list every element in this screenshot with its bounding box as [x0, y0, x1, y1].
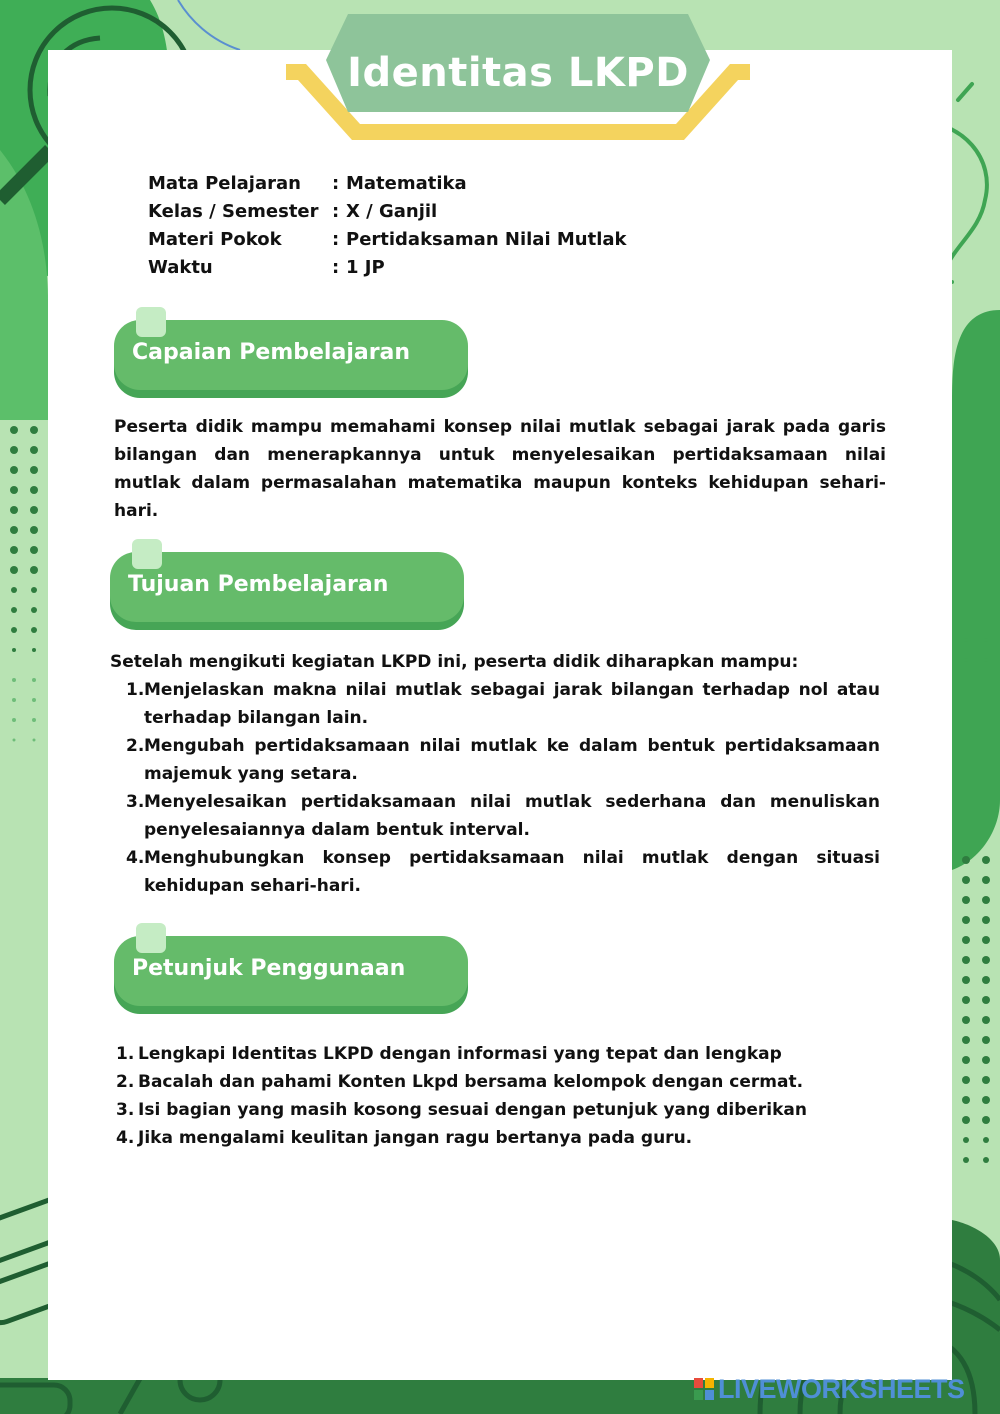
- identity-value: X / Ganjil: [346, 201, 438, 222]
- identity-label: Waktu: [148, 257, 213, 278]
- identity-value: 1 JP: [346, 257, 385, 278]
- section-header-tujuan: [110, 552, 464, 626]
- identity-colon: :: [332, 173, 340, 194]
- liveworksheets-logo-icon: [694, 1378, 714, 1400]
- page-title: Identitas LKPD: [347, 50, 689, 96]
- list-item: [110, 844, 880, 900]
- list-item-text: Lengkapi Identitas LKPD dengan informasi yang tepat dan lengkap: [138, 1044, 782, 1064]
- identity-row-subject: [148, 170, 627, 198]
- list-item-text: Isi bagian yang masih kosong sesuai dengan petunjuk yang diberikan: [138, 1100, 807, 1120]
- pill-square-accent: [132, 539, 162, 569]
- pill-square-accent: [136, 923, 166, 953]
- list-item-text: Menghubungkan konsep pertidaksamaan nilai mutlak dengan situasi kehidupan sehari-hari.: [144, 848, 880, 896]
- list-item: [110, 732, 880, 788]
- identity-label: Materi Pokok: [148, 229, 282, 250]
- list-item: [116, 1040, 896, 1068]
- identity-colon: :: [332, 257, 340, 278]
- list-item-text: Menjelaskan makna nilai mutlak sebagai jarak bilangan terhadap nol atau terhadap bilangan lain.: [144, 680, 880, 728]
- identity-value: Matematika: [346, 173, 467, 194]
- identity-block: [148, 170, 627, 282]
- list-number: 1.: [116, 1044, 135, 1064]
- identity-row-class: [148, 198, 627, 226]
- list-number: 3.: [126, 792, 145, 812]
- title-banner: [286, 14, 750, 140]
- list-number: 3.: [116, 1100, 135, 1120]
- list-item: [116, 1124, 896, 1152]
- list-number: 4.: [116, 1128, 135, 1148]
- list-item-text: Bacalah dan pahami Konten Lkpd bersama kelompok dengan cermat.: [138, 1072, 804, 1092]
- identity-value: Pertidaksaman Nilai Mutlak: [346, 229, 627, 250]
- list-number: 2.: [126, 736, 145, 756]
- list-item: [116, 1096, 896, 1124]
- identity-row-topic: [148, 226, 627, 254]
- list-item: [110, 788, 880, 844]
- identity-label: Kelas / Semester: [148, 201, 319, 222]
- pill-square-accent: [136, 307, 166, 337]
- list-item: [110, 676, 880, 732]
- identity-colon: :: [332, 201, 340, 222]
- petunjuk-list: [116, 1040, 896, 1152]
- list-number: 4.: [126, 848, 145, 868]
- section-header-capaian: [114, 320, 468, 394]
- tujuan-list: [110, 676, 880, 900]
- section-header-petunjuk: [114, 936, 468, 1010]
- section-heading: Tujuan Pembelajaran: [128, 572, 389, 597]
- list-number: 1.: [126, 680, 145, 700]
- list-item-text: Mengubah pertidaksamaan nilai mutlak ke dalam bentuk pertidaksamaan majemuk yang setara.: [144, 736, 880, 784]
- capaian-paragraph: Peserta didik mampu memahami konsep nilai mutlak sebagai jarak pada garis bilangan dan menerapkannya untuk menyelesaikan pertidaksamaan nilai mutlak dalam permasalahan matematika maupun konteks kehidupan sehari-hari.: [114, 417, 886, 521]
- list-item: [116, 1068, 896, 1096]
- section-heading: Petunjuk Penggunaan: [132, 956, 406, 981]
- identity-colon: :: [332, 229, 340, 250]
- identity-label: Mata Pelajaran: [148, 173, 301, 194]
- list-item-text: Menyelesaikan pertidaksamaan nilai mutlak sederhana dan menuliskan penyelesaiannya dalam bentuk interval.: [144, 792, 880, 840]
- section-heading: Capaian Pembelajaran: [132, 340, 411, 365]
- identity-row-time: [148, 254, 627, 282]
- list-item-text: Jika mengalami keulitan jangan ragu bertanya pada guru.: [138, 1128, 693, 1148]
- watermark-text: LIVEWORKSHEETS: [718, 1374, 965, 1404]
- tujuan-intro: Setelah mengikuti kegiatan LKPD ini, peserta didik diharapkan mampu:: [110, 652, 799, 672]
- list-number: 2.: [116, 1072, 135, 1092]
